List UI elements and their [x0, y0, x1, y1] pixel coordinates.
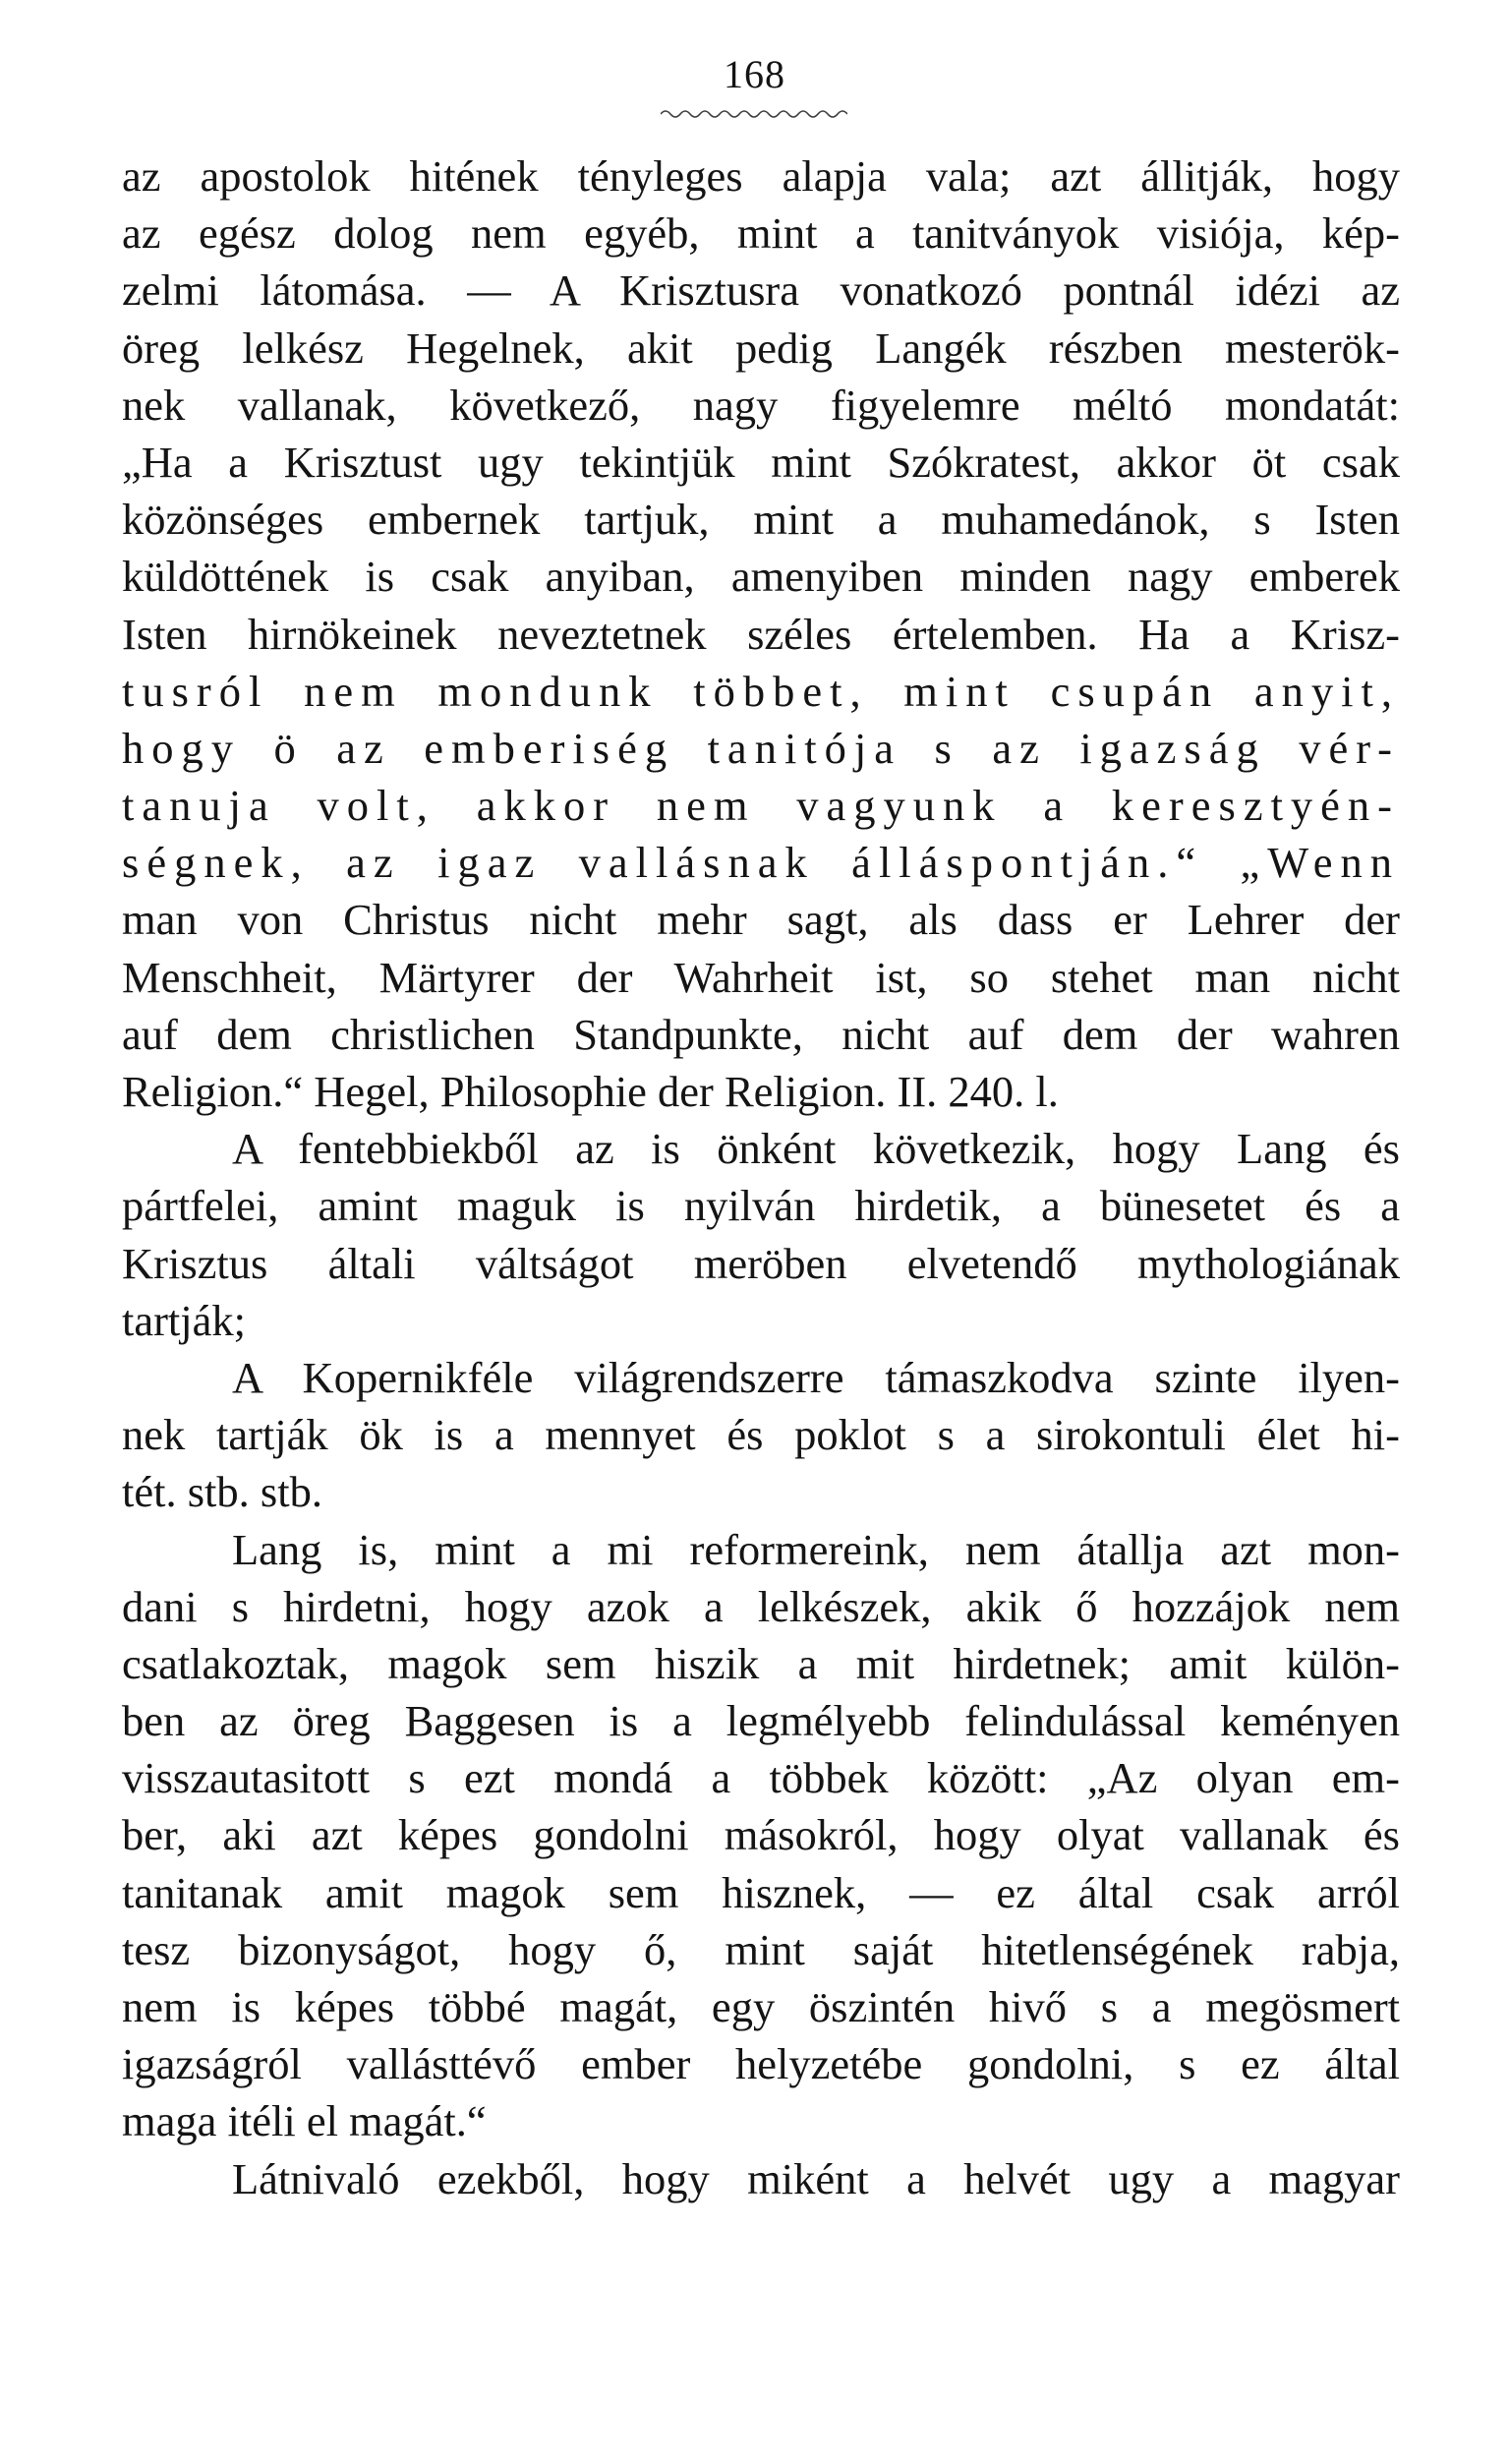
text-line: nem is képes többé magát, egy öszintén hivő s a megösmert [122, 1982, 1400, 2031]
text-line: Látnivaló ezekből, hogy miként a helvét ugy a magyar [232, 2153, 1400, 2203]
text-line-spaced: hogy ö az emberiség tanitója s az igazság vér- [122, 723, 1400, 773]
text-line: öreg lelkész Hegelnek, akit pedig Langék részben mesterök- [122, 323, 1400, 373]
text-line: Religion.“ Hegel, Philosophie der Religion. II. 240. l. [122, 1067, 1059, 1116]
text-line: küldöttének is csak anyiban, amenyiben minden nagy emberek [122, 552, 1400, 602]
text-line-spaced: tusról nem mondunk többet, mint csupán anyit, [122, 666, 1400, 716]
text-line: zelmi látomása. — A Krisztusra vonatkozó pontnál idézi az [122, 265, 1400, 316]
text-line: Isten hirnökeinek neveztetnek széles értelemben. Ha a Krisz- [122, 609, 1400, 659]
text-line: tesz bizonyságot, hogy ő, mint saját hitetlenségének rabja, [122, 1924, 1400, 1974]
wavy-rule-ornament [661, 106, 847, 122]
text-line: nek tartják ök is a mennyet és poklot s a sirokontuli élet hi- [122, 1410, 1400, 1460]
body-text [122, 147, 1400, 2207]
text-line: tanitanak amit magok sem hisznek, — ez által csak arról [122, 1867, 1400, 1917]
text-line-spaced: ségnek, az igaz vallásnak álláspontján.“ „Wenn [122, 838, 1400, 888]
text-line: Lang is, mint a mi reformereink, nem átallja azt mon- [232, 1524, 1400, 1574]
text-line: ben az öreg Baggesen is a legmélyebb felindulással keményen [122, 1696, 1400, 1746]
text-line: auf dem christlichen Standpunkte, nicht auf dem der wahren [122, 1009, 1400, 1059]
text-line: maga itéli el magát.“ [122, 2096, 487, 2146]
text-line: közönséges embernek tartjuk, mint a muhamedánok, s Isten [122, 495, 1400, 545]
page-number: 168 [724, 52, 785, 96]
text-line: man von Christus nicht mehr sagt, als dass er Lehrer der [122, 895, 1400, 945]
text-line: Krisztus általi váltságot meröben elvetendő mythologiának [122, 1238, 1400, 1288]
text-line: igazságról vallásttévő ember helyzetébe gondolni, s ez által [122, 2039, 1400, 2089]
text-line: csatlakoztak, magok sem hiszik a mit hirdetnek; amit külön- [122, 1638, 1400, 1688]
text-line-spaced: tanuja volt, akkor nem vagyunk a keresztyén- [122, 781, 1400, 831]
text-line: az apostolok hitének tényleges alapja vala; azt állitják, hogy [122, 151, 1400, 201]
text-line: tartják; [122, 1295, 247, 1345]
text-line: tét. stb. stb. [122, 1467, 322, 1517]
text-line: A fentebbiekből az is önként következik, hogy Lang és [232, 1124, 1400, 1174]
text-line: nek vallanak, következő, nagy figyelemre méltó mondatát: [122, 380, 1400, 430]
text-line: dani s hirdetni, hogy azok a lelkészek, akik ő hozzájok nem [122, 1581, 1400, 1631]
text-line: visszautasitott s ezt mondá a többek között: „Az olyan em- [122, 1753, 1400, 1803]
text-line: „Ha a Krisztust ugy tekintjük mint Szókratest, akkor öt csak [122, 437, 1400, 487]
text-line: A Kopernikféle világrendszerre támaszkodva szinte ilyen- [232, 1352, 1400, 1402]
text-line: Menschheit, Märtyrer der Wahrheit ist, so stehet man nicht [122, 952, 1400, 1002]
text-line: ber, aki azt képes gondolni másokról, hogy olyat vallanak és [122, 1810, 1400, 1860]
text-line: az egész dolog nem egyéb, mint a tanitványok visiója, kép- [122, 208, 1400, 259]
text-line: pártfelei, amint maguk is nyilván hirdetik, a bünesetet és a [122, 1181, 1400, 1231]
